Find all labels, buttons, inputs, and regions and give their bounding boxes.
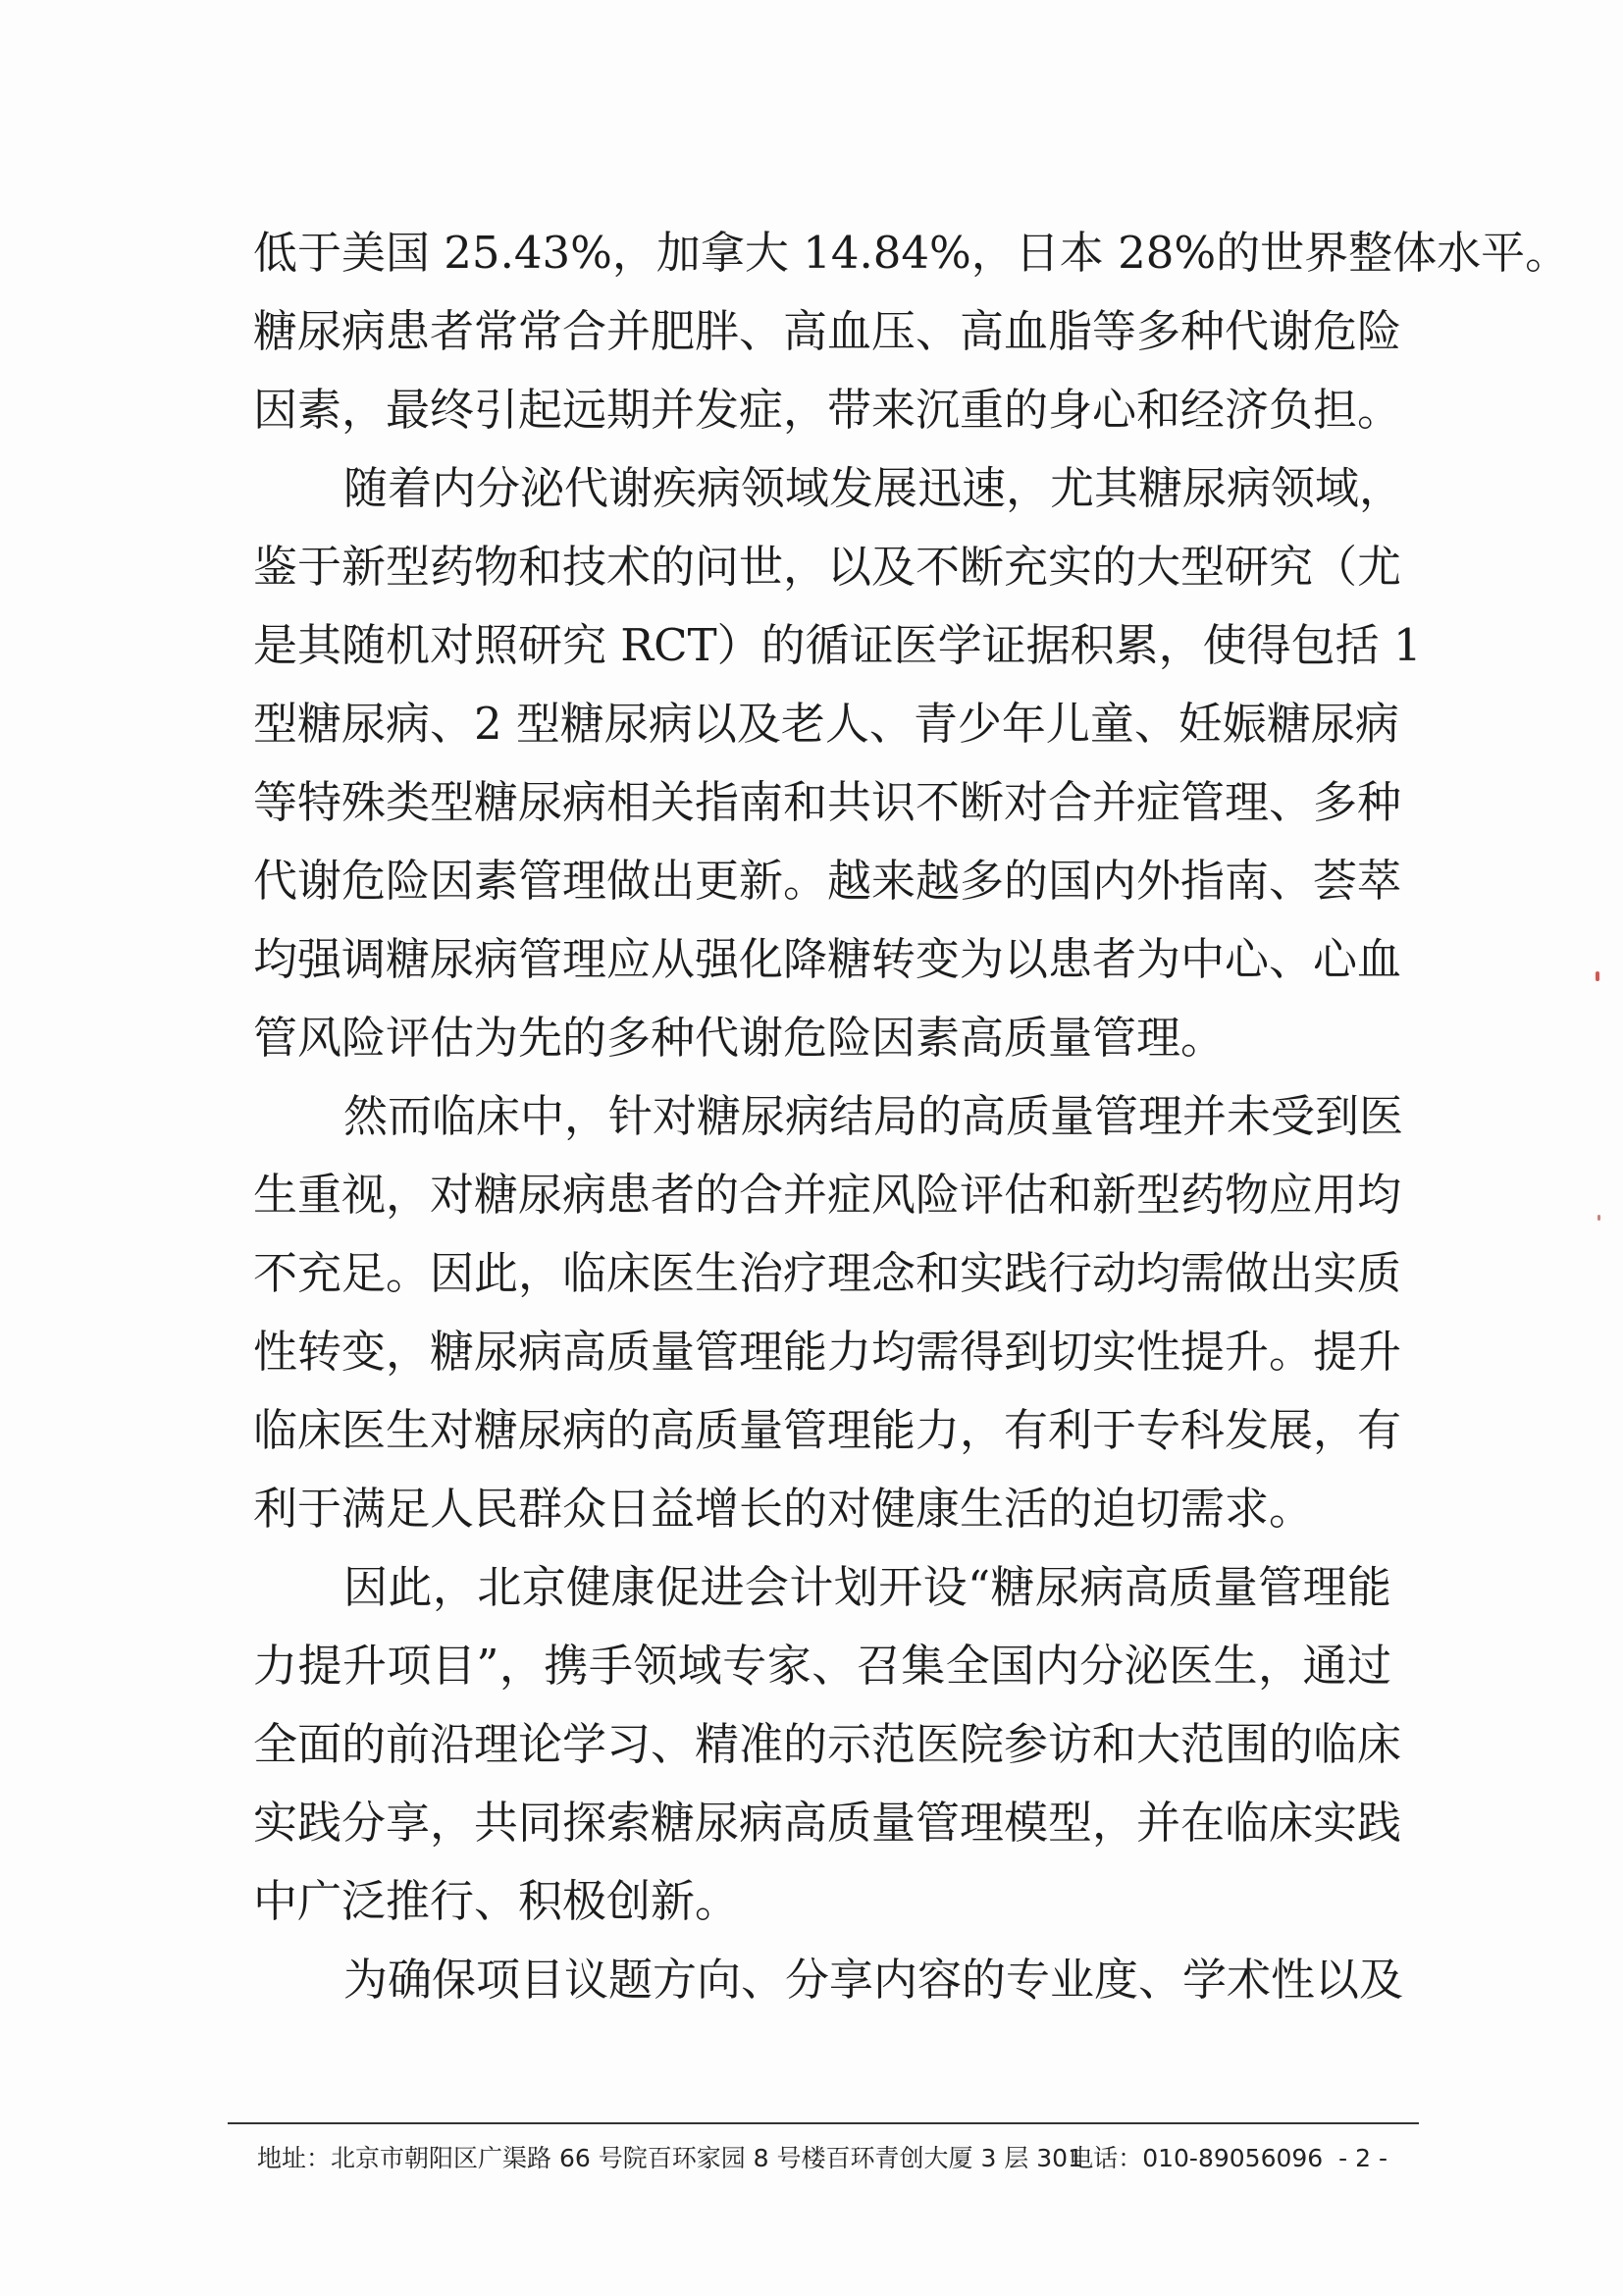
- paragraph-line: 全面的前沿理论学习、精准的示范医院参访和大范围的临床: [253, 1718, 1402, 1770]
- paragraph-line: 随着内分泌代谢疾病领域发展迅速，尤其糖尿病领域，: [343, 462, 1404, 514]
- footer-contact: [1069, 2139, 1387, 2178]
- footer-phone: 电话：010-89056096: [1069, 2144, 1324, 2172]
- paragraph-line: 为确保项目议题方向、分享内容的专业度、学术性以及: [343, 1954, 1404, 2006]
- footer-divider: [228, 2122, 1419, 2124]
- paragraph-line: 因素，最终引起远期并发症，带来沉重的身心和经济负担。: [253, 384, 1402, 436]
- paragraph-line: 力提升项目”，携手领域专家、召集全国内分泌医生，通过: [253, 1640, 1391, 1692]
- paragraph-line: 性转变，糖尿病高质量管理能力均需得到切实性提升。提升: [253, 1326, 1402, 1378]
- paragraph-line: 不充足。因此，临床医生治疗理念和实践行动均需做出实质: [253, 1247, 1402, 1299]
- paragraph-line: 生重视，对糖尿病患者的合并症风险评估和新型药物应用均: [253, 1169, 1402, 1221]
- paragraph-line: 因此，北京健康促进会计划开设“糖尿病高质量管理能: [343, 1561, 1391, 1613]
- paragraph-line: 鉴于新型药物和技术的问世，以及不断充实的大型研究（尤: [253, 541, 1402, 593]
- paragraph-line: 实践分享，共同探索糖尿病高质量管理模型，并在临床实践: [253, 1797, 1402, 1849]
- paragraph-line: 等特殊类型糖尿病相关指南和共识不断对合并症管理、多种: [253, 776, 1402, 828]
- paragraph-line: 型糖尿病、2 型糖尿病以及老人、青少年儿童、妊娠糖尿病: [253, 698, 1399, 750]
- paragraph-line: 均强调糖尿病管理应从强化降糖转变为以患者为中心、心血: [253, 933, 1402, 985]
- paragraph-line: 中广泛推行、积极创新。: [253, 1875, 740, 1927]
- footer-address: 地址：北京市朝阳区广渠路 66 号院百环家园 8 号楼百环青创大厦 3 层 301: [257, 2144, 1083, 2172]
- scan-artifact-mark: [1596, 971, 1599, 981]
- paragraph-line: 是其随机对照研究 RCT）的循证医学证据积累，使得包括 1: [253, 619, 1422, 671]
- paragraph-line: 管风险评估为先的多种代谢危险因素高质量管理。: [253, 1012, 1226, 1064]
- scan-artifact-mark: [1597, 1215, 1600, 1221]
- paragraph-line: 低于美国 25.43%，加拿大 14.84%，日本 28%的世界整体水平。: [253, 227, 1570, 279]
- paragraph-line: 代谢危险因素管理做出更新。越来越多的国内外指南、荟萃: [253, 855, 1402, 907]
- document-body: [253, 214, 1570, 2019]
- paragraph-line: 然而临床中，针对糖尿病结局的高质量管理并未受到医: [343, 1090, 1404, 1142]
- paragraph-line: 糖尿病患者常常合并肥胖、高血压、高血脂等多种代谢危险: [253, 305, 1402, 357]
- paragraph-line: 利于满足人民群众日益增长的对健康生活的迫切需求。: [253, 1483, 1314, 1535]
- paragraph-line: 临床医生对糖尿病的高质量管理能力，有利于专科发展，有: [253, 1404, 1402, 1456]
- page-number: - 2 -: [1338, 2144, 1387, 2172]
